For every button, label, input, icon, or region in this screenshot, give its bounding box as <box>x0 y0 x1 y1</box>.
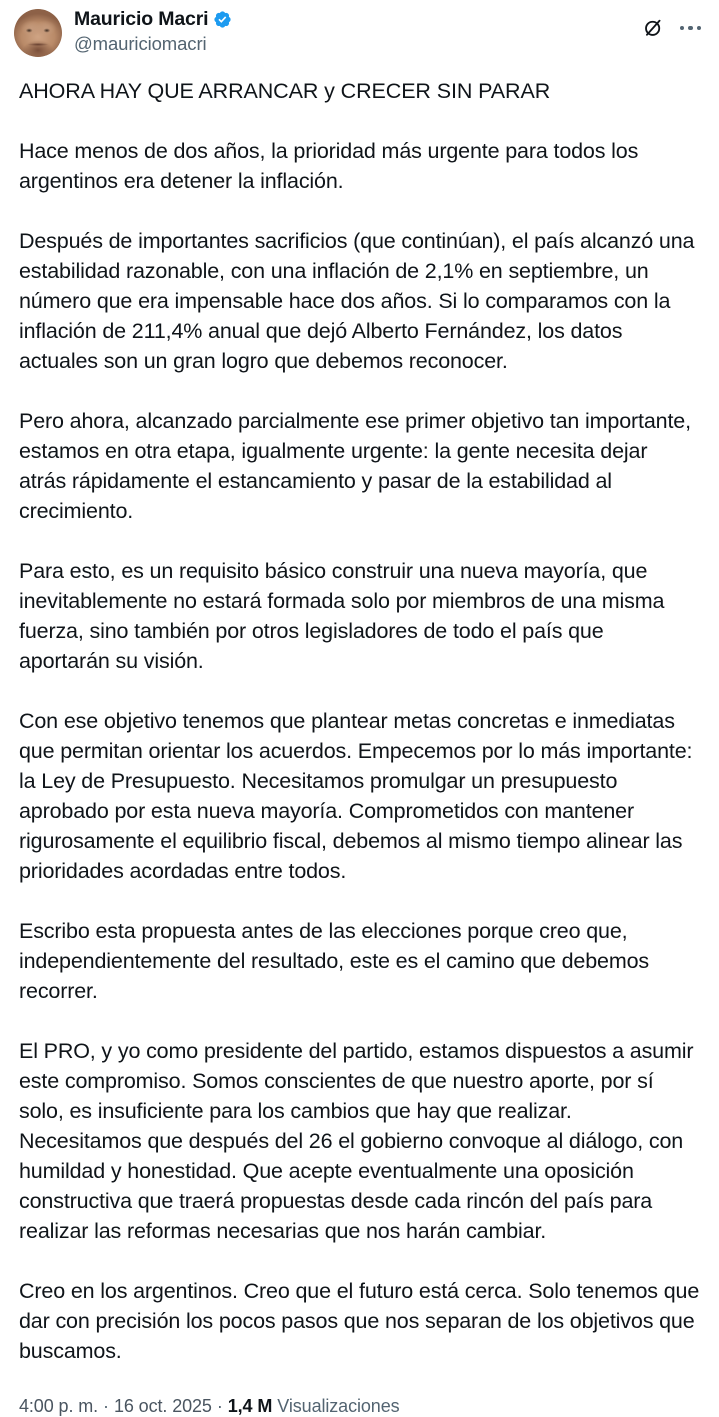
display-name-row <box>74 9 232 30</box>
tweet-date: 16 oct. 2025 <box>113 1396 212 1416</box>
tweet-paragraph: Creo en los argentinos. Creo que el futuro está cerca. Solo tenemos que dar con precisión los pocos pasos que nos separan de los objetivos que buscamos. <box>19 1279 700 1363</box>
tweet-text <box>0 76 719 1366</box>
separator-1: · <box>103 1396 109 1416</box>
tweet-metadata <box>0 1396 719 1417</box>
avatar-photo <box>14 9 62 57</box>
tweet-paragraph: Pero ahora, alcanzado parcialmente ese primer objetivo tan importante, estamos en otra etapa, igualmente urgente: la gente necesita dejar atrás rápidamente el estancamiento y pasar de la estabilidad al crecimiento. <box>19 409 691 523</box>
tweet-paragraph: Escribo esta propuesta antes de las elecciones porque creo que, independientemente del resultado, este es el camino que debemos recorrer. <box>19 919 650 1003</box>
tweet-paragraph: Después de importantes sacrificios (que continúan), el país alcanzó una estabilidad razonable, con una inflación de 2,1% en septiembre, un número que era impensable hace dos años. Si lo comparamos con la inflación de 211,4% anual que dejó Alberto Fernández, los datos actuales son un gran logro que debemos reconocer. <box>19 229 695 373</box>
account-handle[interactable]: @mauriciomacri <box>74 33 207 55</box>
dot-3 <box>697 26 702 31</box>
tweet-time: 4:00 p. m. <box>19 1396 99 1416</box>
separator-2: · <box>216 1396 223 1416</box>
tweet-paragraph: Para esto, es un requisito básico construir una nueva mayoría, que inevitablemente no estará formada solo por miembros de una misma fuerza, sino también por otros legisladores de todo el país que aportarán su visión. <box>19 559 665 673</box>
verified-badge-icon <box>213 10 232 29</box>
account-identity <box>74 8 232 55</box>
dot-1 <box>680 26 685 31</box>
views-label[interactable]: Visualizaciones <box>277 1396 400 1416</box>
header-actions <box>642 8 706 39</box>
grok-icon[interactable] <box>642 17 664 39</box>
tweet-paragraph: Hace menos de dos años, la prioridad más urgente para todos los argentinos era detener la inflación. <box>19 139 639 193</box>
views-count: 1,4 M <box>227 1396 273 1416</box>
dot-2 <box>688 26 693 31</box>
more-options-icon[interactable] <box>680 22 702 35</box>
tweet-headline: AHORA HAY QUE ARRANCAR y CRECER SIN PARAR <box>19 79 551 103</box>
display-name[interactable]: Mauricio Macri <box>74 8 209 30</box>
avatar[interactable] <box>14 9 62 57</box>
tweet-paragraph: El PRO, y yo como presidente del partido, estamos dispuestos a asumir este compromiso. Somos conscientes de que nuestro aporte, por sí solo, es insuficiente para los cambios que hay que realizar. Necesitamos que después del 26 el gobierno convoque al diálogo, con humildad y honestidad. Que acepte eventualmente una oposición constructiva que traerá propuestas desde cada rincón del país para realizar las reformas necesarias que nos harán cambiar. <box>19 1039 694 1243</box>
tweet-header <box>0 0 719 58</box>
tweet-paragraph: Con ese objetivo tenemos que plantear metas concretas e inmediatas que permitan orientar los acuerdos. Empecemos por lo más importante: la Ley de Presupuesto. Necesitamos promulgar un presupuesto aprobado por esta nueva mayoría. Comprometidos con mantener rigurosamente el equilibrio fiscal, debemos al mismo tiempo alinear las prioridades acordadas entre todos. <box>19 709 693 883</box>
